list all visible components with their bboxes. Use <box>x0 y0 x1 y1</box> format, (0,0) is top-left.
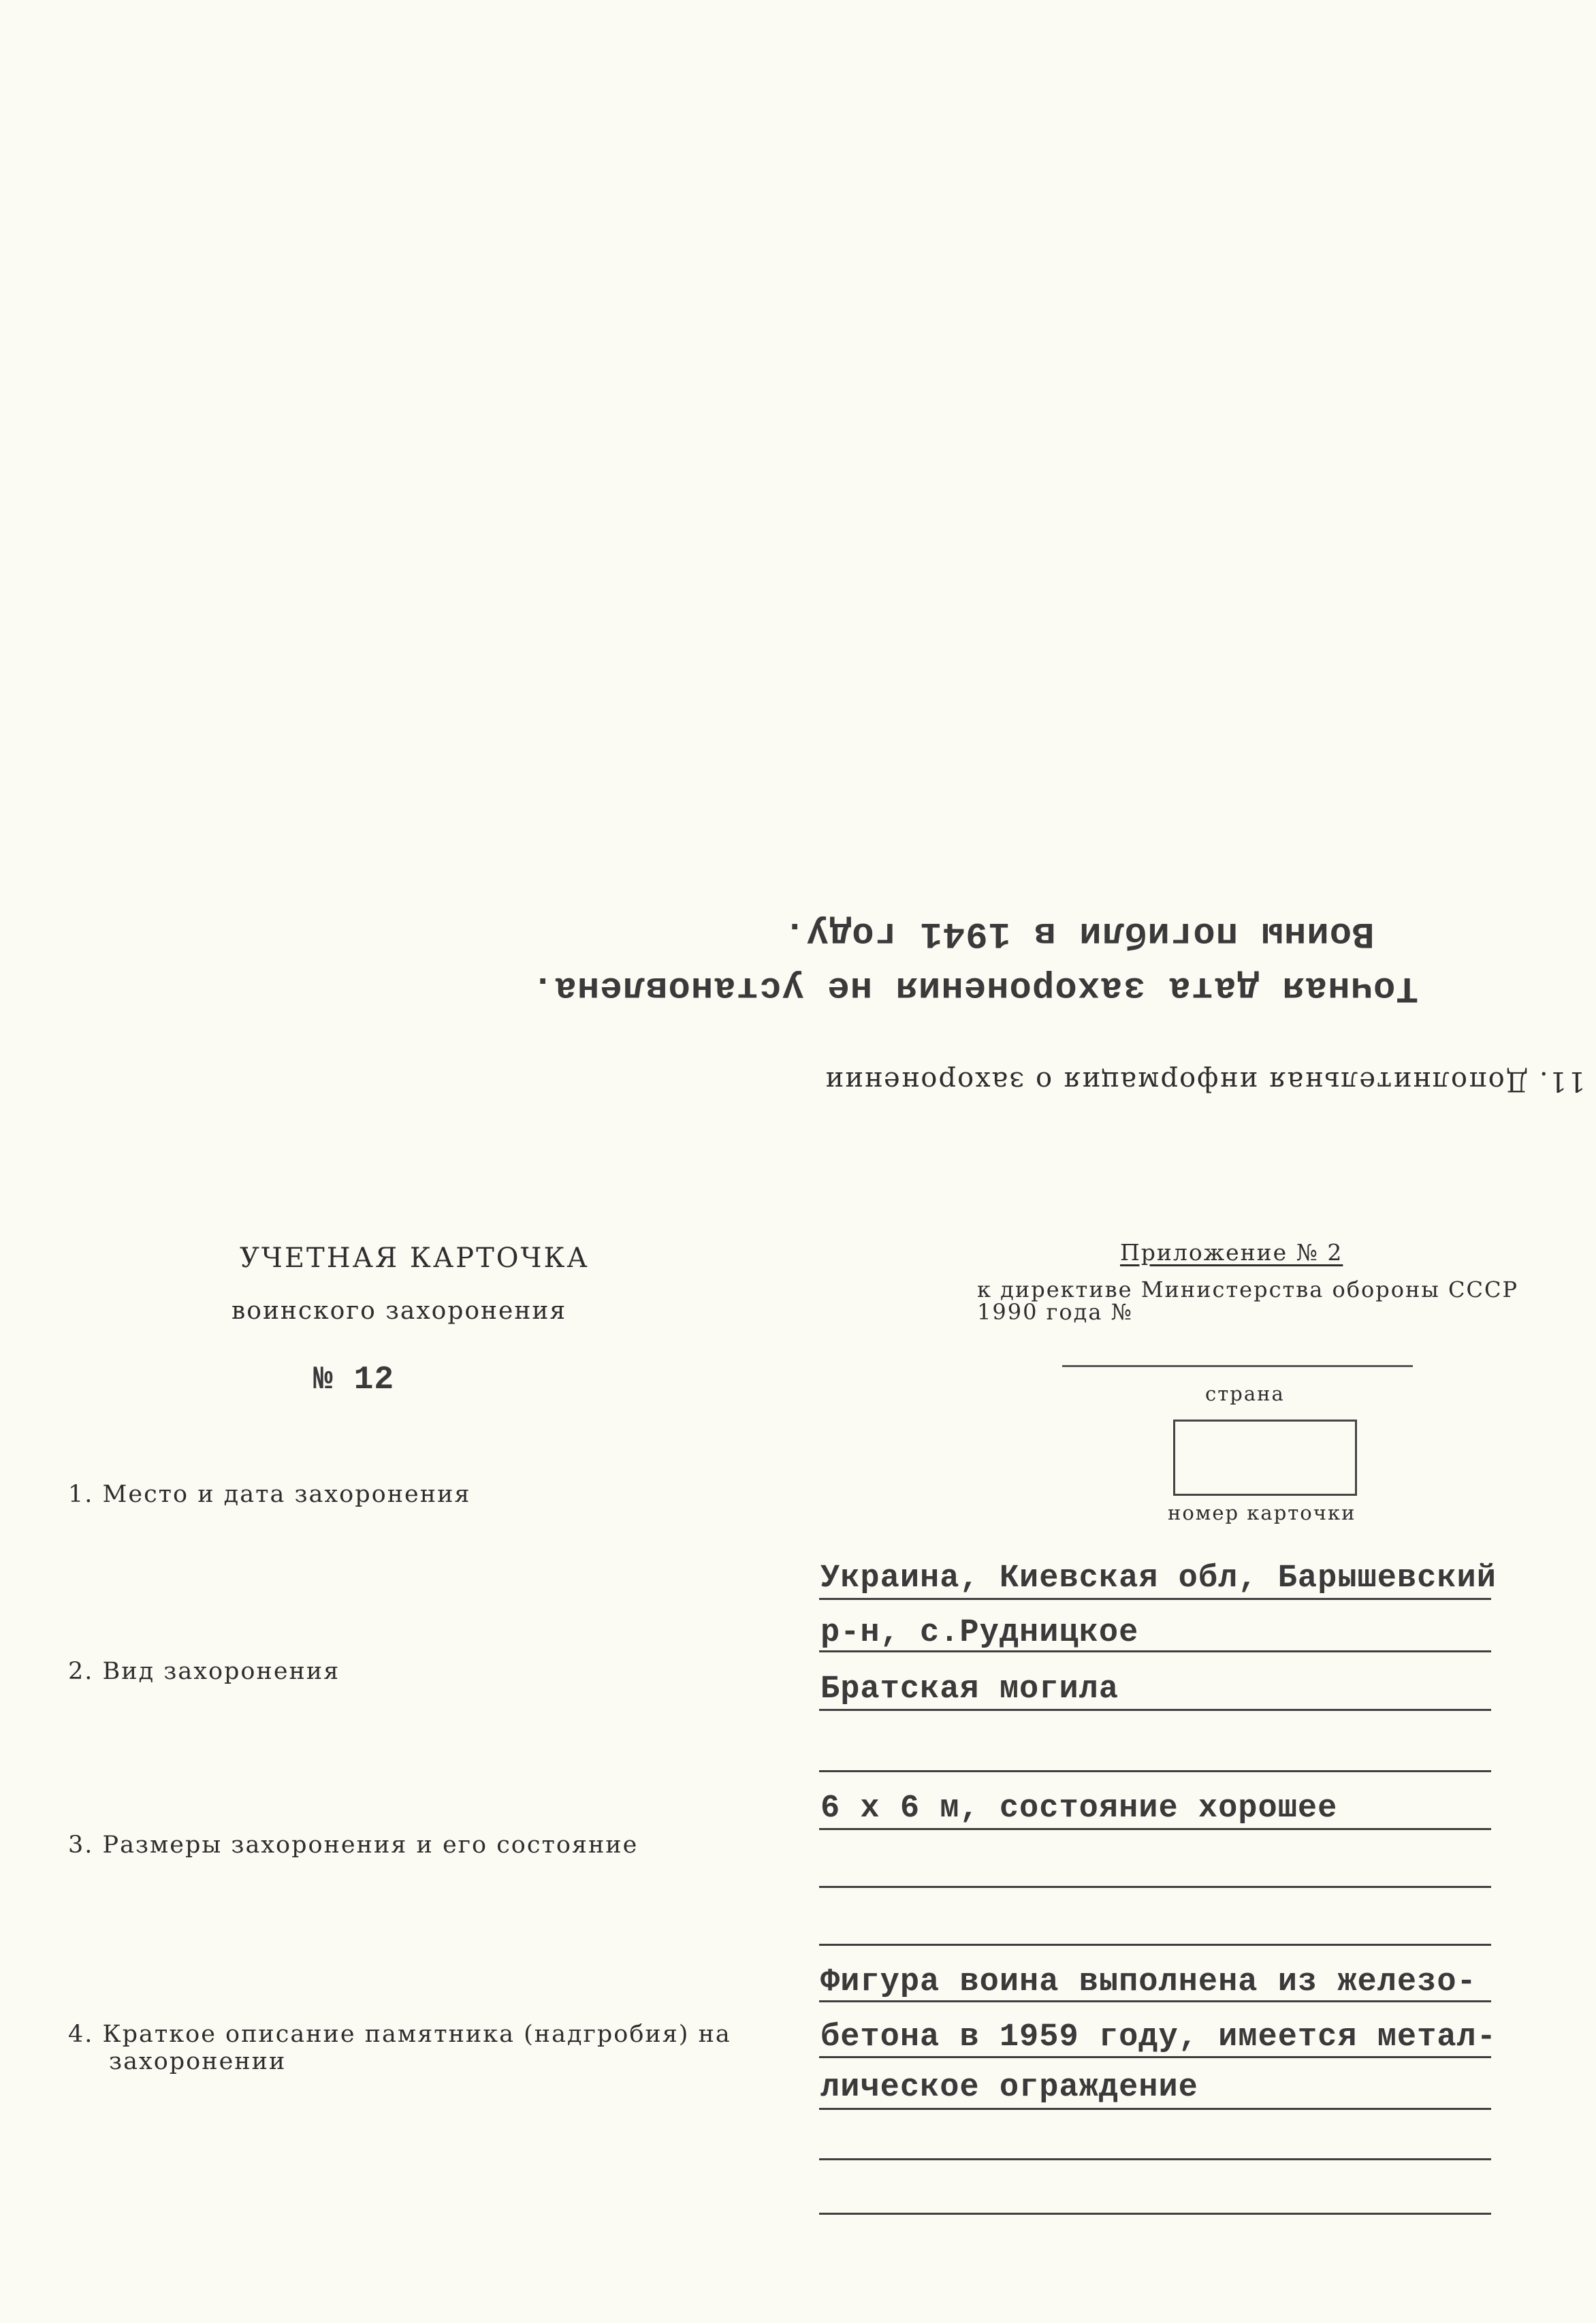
directive-line-1: к директиве Министерства обороны СССР <box>977 1277 1518 1302</box>
card-number-box <box>1173 1420 1357 1496</box>
answer-rule <box>819 2000 1491 2002</box>
item-label-place-date: 1. Место и дата захоронения <box>68 1481 471 1508</box>
answer-burial-type: Братская могила <box>820 1671 1119 1708</box>
directive-line-2: 1990 года № <box>977 1299 1133 1325</box>
answer-rule <box>819 2056 1491 2058</box>
country-caption: страна <box>1205 1382 1285 1405</box>
answer-size-state: 6 х 6 м, состояние хорошее <box>820 1791 1338 1827</box>
card-number: № 12 <box>313 1362 395 1398</box>
card-number-caption: номер карточки <box>1168 1501 1356 1524</box>
answer-rule <box>819 1598 1491 1600</box>
item-label-monument-line-2: захоронении <box>109 2048 287 2075</box>
inverted-heading: 11. Дополнительная информация о захоронении <box>824 1066 1586 1097</box>
answer-rule <box>819 1886 1491 1888</box>
answer-monument-line-1: Фигура воина выполнена из железо- <box>820 1964 1477 2000</box>
card-title: УЧЕТНАЯ КАРТОЧКА <box>240 1243 590 1274</box>
card-subtitle: воинского захоронения <box>232 1297 567 1325</box>
item-label-burial-type: 2. Вид захоронения <box>68 1658 340 1685</box>
answer-rule <box>819 2158 1491 2160</box>
answer-rule <box>819 1709 1491 1711</box>
item-label-size-state: 3. Размеры захоронения и его состояние <box>68 1831 639 1859</box>
answer-rule <box>819 1828 1491 1830</box>
appendix-label: Приложение № 2 <box>1120 1239 1343 1266</box>
inverted-line-2: Воины погибли в 1941 году. <box>783 912 1375 954</box>
item-label-monument-line-1: 4. Краткое описание памятника (надгробия) на <box>68 2021 731 2048</box>
country-line <box>1062 1365 1413 1367</box>
answer-place-line-1: Украина, Киевская обл, Барышевский <box>820 1560 1497 1597</box>
inverted-line-1: Точная дата захоронения не установлена. <box>531 967 1418 1008</box>
answer-rule <box>819 2213 1491 2215</box>
answer-monument-line-2: бетона в 1959 году, имеется метал- <box>820 2019 1497 2055</box>
answer-place-line-2: р-н, с.Рудницкое <box>820 1615 1139 1651</box>
answer-rule <box>819 2108 1491 2110</box>
answer-monument-line-3: лическое ограждение <box>820 2070 1198 2106</box>
answer-rule <box>819 1944 1491 1946</box>
answer-rule <box>819 1770 1491 1772</box>
